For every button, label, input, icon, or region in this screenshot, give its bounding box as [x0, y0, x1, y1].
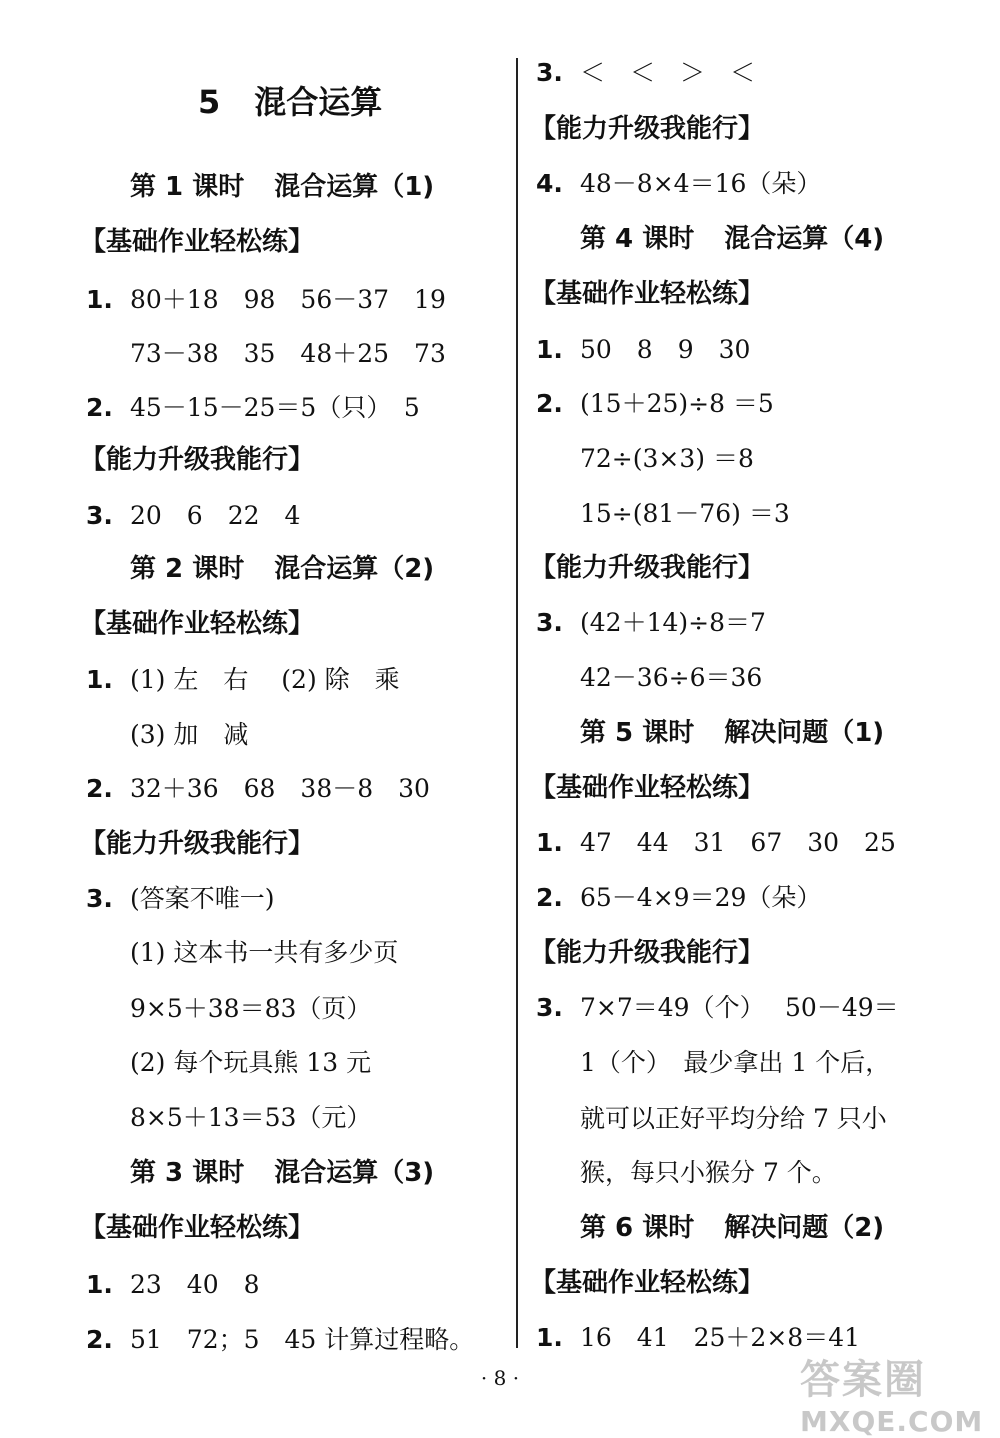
question-number: 1.: [86, 1270, 113, 1299]
lesson-5-q3-line4: 猴，每只小猴分 7 个。: [580, 1158, 837, 1187]
answer-text: 32＋36 68 38－8 30: [130, 774, 430, 803]
answer-text: 48－8×4＝16（朵）: [580, 169, 822, 198]
answer-text: 23 40 8: [130, 1270, 260, 1299]
lesson-4-label: 第 4 课时: [580, 224, 695, 254]
lesson-6-basic-heading: 【基础作业轻松练】: [530, 1268, 765, 1298]
lesson-1-advanced-heading: 【能力升级我能行】: [80, 445, 315, 475]
lesson-4-q2-line3: 15÷(81－76) ＝3: [580, 499, 790, 528]
lesson-4-q1: [536, 337, 750, 362]
question-number: 1.: [536, 335, 563, 364]
lesson-5-q3-line1: [536, 995, 899, 1020]
lesson-5-label: 第 5 课时: [580, 718, 695, 748]
lesson-3-heading: [130, 1160, 434, 1186]
lesson-3-q4: [536, 171, 821, 196]
question-number: 1.: [86, 285, 113, 314]
lesson-2-advanced-heading: 【能力升级我能行】: [80, 829, 315, 859]
answer-text: 65－4×9＝29（朵）: [580, 883, 822, 912]
lesson-6-label: 第 6 课时: [580, 1213, 695, 1243]
lesson-4-title: 混合运算（4): [724, 224, 885, 254]
lesson-5-advanced-heading: 【能力升级我能行】: [530, 938, 765, 968]
chapter-number: 5: [198, 83, 221, 121]
watermark-url: MXQE.COM: [800, 1405, 984, 1438]
question-number: 1.: [536, 1323, 563, 1352]
answer-text: 50 8 9 30: [580, 335, 751, 364]
question-number: 2.: [536, 883, 563, 912]
lesson-6-q1: [536, 1325, 860, 1350]
lesson-2-q3-part2: (2) 每个玩具熊 13 元: [130, 1048, 372, 1077]
question-number: 3.: [86, 501, 113, 530]
answer-text: (答案不唯一): [130, 884, 275, 913]
answer-text: 51 72；5 45 计算过程略。: [130, 1325, 475, 1354]
lesson-1-q3: [86, 503, 300, 528]
question-number: 2.: [86, 774, 113, 803]
lesson-1-heading: [130, 174, 434, 200]
question-number: 3.: [536, 58, 563, 87]
lesson-3-q2: [86, 1327, 474, 1352]
lesson-5-basic-heading: 【基础作业轻松练】: [530, 773, 765, 803]
answer-text: 47 44 31 67 30 25: [580, 828, 896, 857]
answer-text: 16 41 25＋2×8＝41: [580, 1323, 861, 1352]
lesson-4-q3-line1: [536, 610, 766, 635]
lesson-5-q3-line2: 1（个） 最少拿出 1 个后，: [580, 1048, 891, 1077]
lesson-5-title: 解决问题（1): [724, 718, 885, 748]
question-number: 3.: [536, 993, 563, 1022]
lesson-2-q1-line2: (3) 加 减: [130, 720, 249, 749]
lesson-3-q1: [86, 1272, 260, 1297]
lesson-5-q2: [536, 885, 821, 910]
lesson-5-q1: [536, 830, 896, 855]
lesson-2-q3-note: [86, 886, 275, 911]
lesson-1-label: 第 1 课时: [130, 172, 245, 202]
question-number: 2.: [536, 389, 563, 418]
question-number: 1.: [536, 828, 563, 857]
answer-text: (15＋25)÷8 ＝5: [580, 389, 774, 418]
lesson-5-q3-line3: 就可以正好平均分给 7 只小: [580, 1104, 887, 1133]
question-number: 3.: [86, 884, 113, 913]
lesson-3-q3: [536, 60, 755, 85]
lesson-1-q1-line1: [86, 287, 446, 312]
watermark-text: 答案圈: [800, 1357, 926, 1403]
lesson-2-q1-line1: [86, 667, 400, 692]
question-number: 2.: [86, 393, 113, 422]
question-number: 2.: [86, 1325, 113, 1354]
answer-text: 7×7＝49（个） 50－49＝: [580, 993, 899, 1022]
lesson-3-title: 混合运算（3): [274, 1158, 435, 1188]
lesson-5-heading: [580, 720, 884, 746]
lesson-1-q1-line2: 73－38 35 48＋25 73: [130, 339, 446, 368]
lesson-2-label: 第 2 课时: [130, 554, 245, 584]
answer-text: 45－15－25＝5（只） 5: [130, 393, 420, 422]
lesson-4-heading: [580, 226, 884, 252]
question-number: 3.: [536, 608, 563, 637]
lesson-1-q2: [86, 395, 420, 420]
lesson-2-heading: [130, 556, 434, 582]
page-number: · 8 ·: [480, 1366, 520, 1390]
lesson-4-basic-heading: 【基础作业轻松练】: [530, 279, 765, 309]
chapter-heading: [198, 83, 383, 121]
lesson-6-title: 解决问题（2): [724, 1213, 885, 1243]
answer-text: (42＋14)÷8＝7: [580, 608, 766, 637]
lesson-4-q3-line2: 42－36÷6＝36: [580, 663, 763, 692]
chapter-title: 混合运算: [254, 83, 383, 121]
answer-text: 80＋18 98 56－37 19: [130, 285, 446, 314]
answer-text: ＜ ＜ ＞ ＜: [580, 58, 756, 87]
answer-text: 20 6 22 4: [130, 501, 301, 530]
lesson-2-q3-part2-answer: 8×5＋13＝53（元）: [130, 1103, 372, 1132]
answer-text: (1) 左 右 (2) 除 乘: [130, 665, 400, 694]
lesson-3-basic-heading: 【基础作业轻松练】: [80, 1213, 315, 1243]
question-number: 4.: [536, 169, 563, 198]
lesson-1-basic-heading: 【基础作业轻松练】: [80, 227, 315, 257]
lesson-4-advanced-heading: 【能力升级我能行】: [530, 553, 765, 583]
lesson-3-label: 第 3 课时: [130, 1158, 245, 1188]
column-divider: [516, 58, 518, 1348]
lesson-3-advanced-heading: 【能力升级我能行】: [530, 114, 765, 144]
watermark-logo: [800, 1348, 995, 1438]
lesson-2-title: 混合运算（2): [274, 554, 435, 584]
lesson-4-q2-line2: 72÷(3×3) ＝8: [580, 444, 754, 473]
lesson-2-q2: [86, 776, 430, 801]
lesson-2-q3-part1-answer: 9×5＋38＝83（页）: [130, 994, 372, 1023]
lesson-6-heading: [580, 1215, 884, 1241]
lesson-2-q3-part1: (1) 这本书一共有多少页: [130, 938, 399, 967]
question-number: 1.: [86, 665, 113, 694]
lesson-4-q2-line1: [536, 391, 774, 416]
lesson-1-title: 混合运算（1): [274, 172, 435, 202]
lesson-2-basic-heading: 【基础作业轻松练】: [80, 609, 315, 639]
